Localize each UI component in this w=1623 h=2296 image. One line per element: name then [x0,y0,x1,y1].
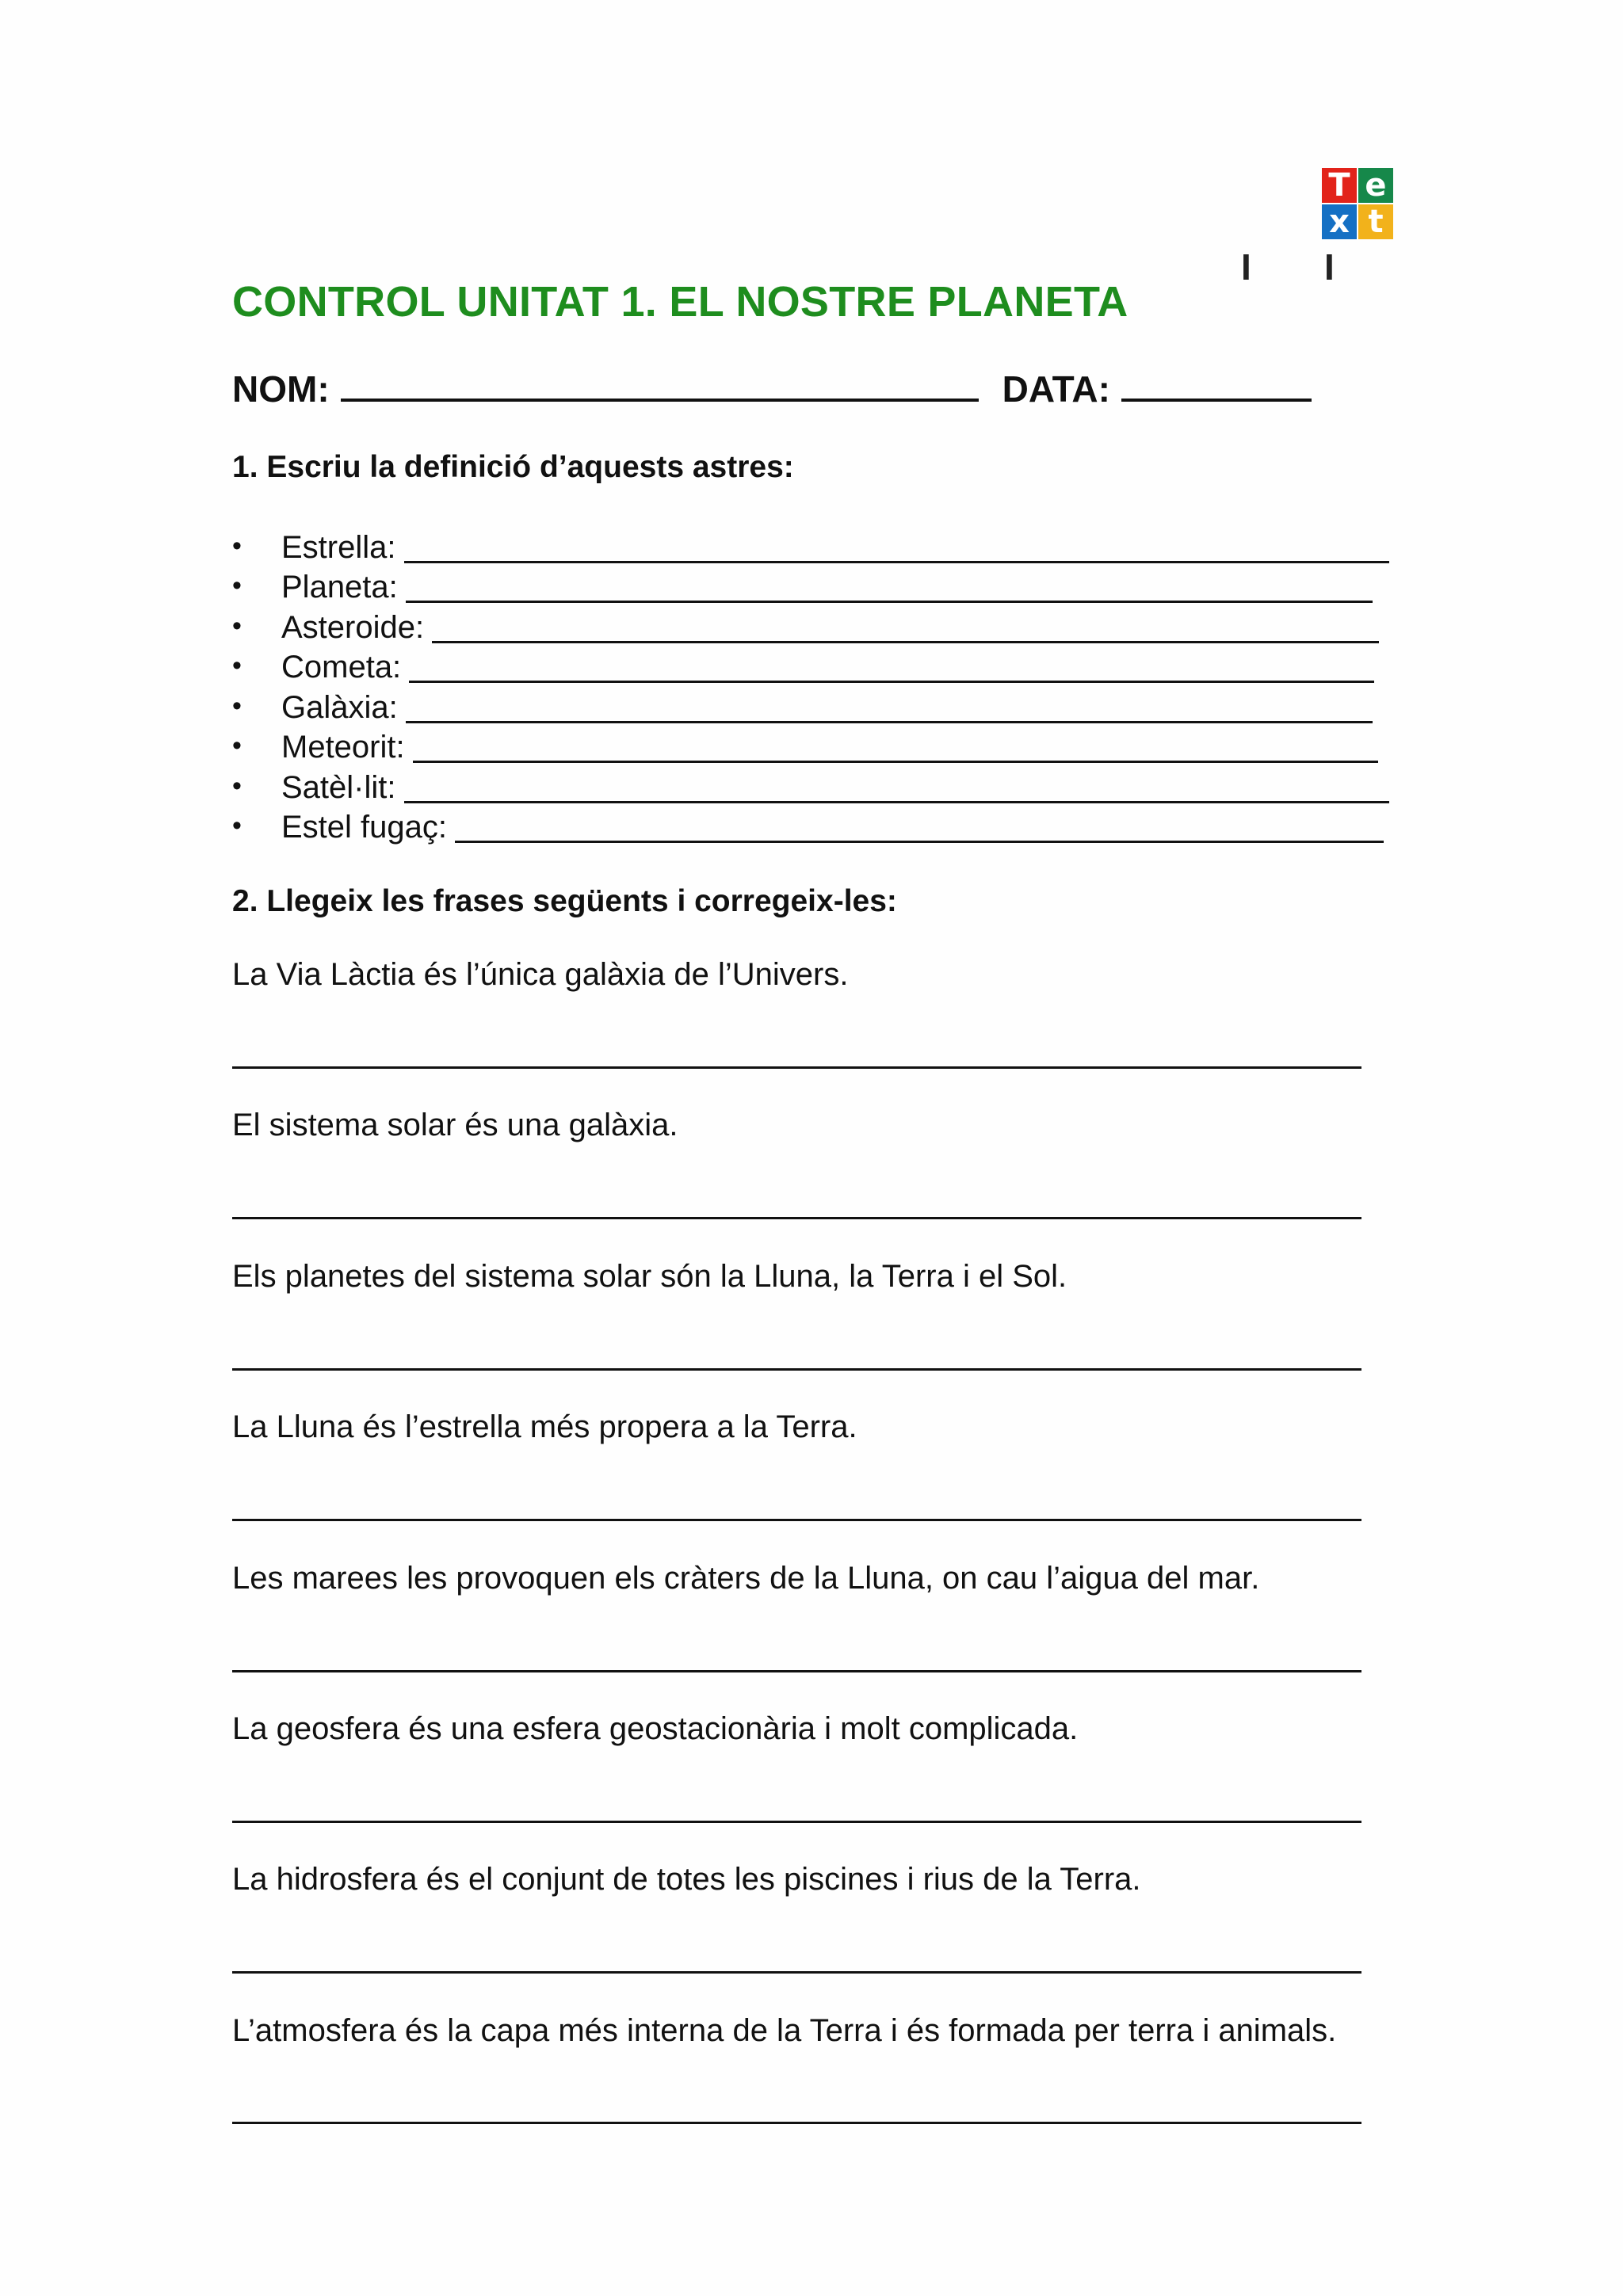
definition-label: Meteorit: [281,730,405,765]
sentence-5: Les marees les provoquen els cràters de la Lluna, on cau l’aigua del mar. [232,1561,1260,1596]
text-logo [1322,168,1393,239]
date-field[interactable] [1121,367,1312,402]
definition-item-galaxia [232,683,1389,723]
definition-item-satellit [232,763,1389,803]
bullet: • [232,570,242,601]
bullet: • [232,650,242,681]
definition-list [232,523,1389,843]
question-2-heading: 2. Llegeix les frases següents i corregeix-les: [232,884,897,918]
definition-answer-line[interactable] [409,649,1374,683]
mark-left: I [1241,246,1251,288]
definition-label: Cometa: [281,650,402,685]
correction-line-6[interactable] [232,1821,1361,1823]
correction-line-7[interactable] [232,1971,1361,1974]
definition-answer-line[interactable] [413,729,1378,763]
definition-answer-line[interactable] [404,769,1389,803]
bullet: • [232,770,242,801]
data-label: DATA: [1002,368,1110,410]
definition-answer-line[interactable] [406,689,1373,723]
sentence-7: La hidrosfera és el conjunt de totes les piscines i rius de la Terra. [232,1862,1141,1897]
sentence-2: El sistema solar és una galàxia. [232,1108,678,1142]
logo-cell-t2: t [1358,204,1393,239]
question-1-heading: 1. Escriu la definició d’aquests astres: [232,450,794,484]
logo-cell-x: x [1322,204,1357,239]
name-date-row [232,367,1312,410]
definition-answer-line[interactable] [404,529,1389,563]
logo-cell-t: T [1322,168,1357,203]
correction-line-4[interactable] [232,1519,1361,1521]
correction-line-2[interactable] [232,1217,1361,1219]
sentence-6: La geosfera és una esfera geostacionària i molt complicada. [232,1711,1079,1746]
nom-label: NOM: [232,368,330,410]
sentence-8: L’atmosfera és la capa més interna de la Terra i és formada per terra i animals. [232,2013,1337,2048]
correction-line-1[interactable] [232,1066,1361,1069]
definition-label: Estrella: [281,529,396,565]
definition-answer-line[interactable] [432,609,1379,643]
definition-item-estrella [232,523,1389,563]
nom-field[interactable] [341,367,979,402]
definition-label: Asteroide: [281,609,425,645]
correction-line-8[interactable] [232,2122,1361,2124]
definition-label: Galàxia: [281,689,398,725]
definition-item-estel-fugac [232,803,1389,844]
definition-label: Satèl·lit: [281,769,396,805]
correction-line-5[interactable] [232,1670,1361,1672]
definition-answer-line[interactable] [406,569,1373,603]
definition-answer-line[interactable] [455,809,1384,843]
definition-item-asteroide [232,603,1389,643]
definition-label: Estel fugaç: [281,810,448,845]
page-title: CONTROL UNITAT 1. EL NOSTRE PLANETA [232,278,1128,326]
bullet: • [232,610,242,641]
mark-right: I [1324,246,1335,288]
bullet: • [232,690,242,721]
bullet: • [232,730,242,761]
sentence-1: La Via Làctia és l’única galàxia de l’Univers. [232,957,849,992]
bullet: • [232,810,242,841]
definition-label: Planeta: [281,570,398,605]
definition-item-meteorit [232,723,1389,764]
sentence-3: Els planetes del sistema solar són la Lluna, la Terra i el Sol. [232,1259,1067,1294]
correction-line-3[interactable] [232,1368,1361,1371]
sentence-4: La Lluna és l’estrella més propera a la Terra. [232,1409,857,1444]
bullet: • [232,530,242,561]
definition-item-cometa [232,643,1389,684]
definition-item-planeta [232,563,1389,604]
logo-cell-e: e [1358,168,1393,203]
